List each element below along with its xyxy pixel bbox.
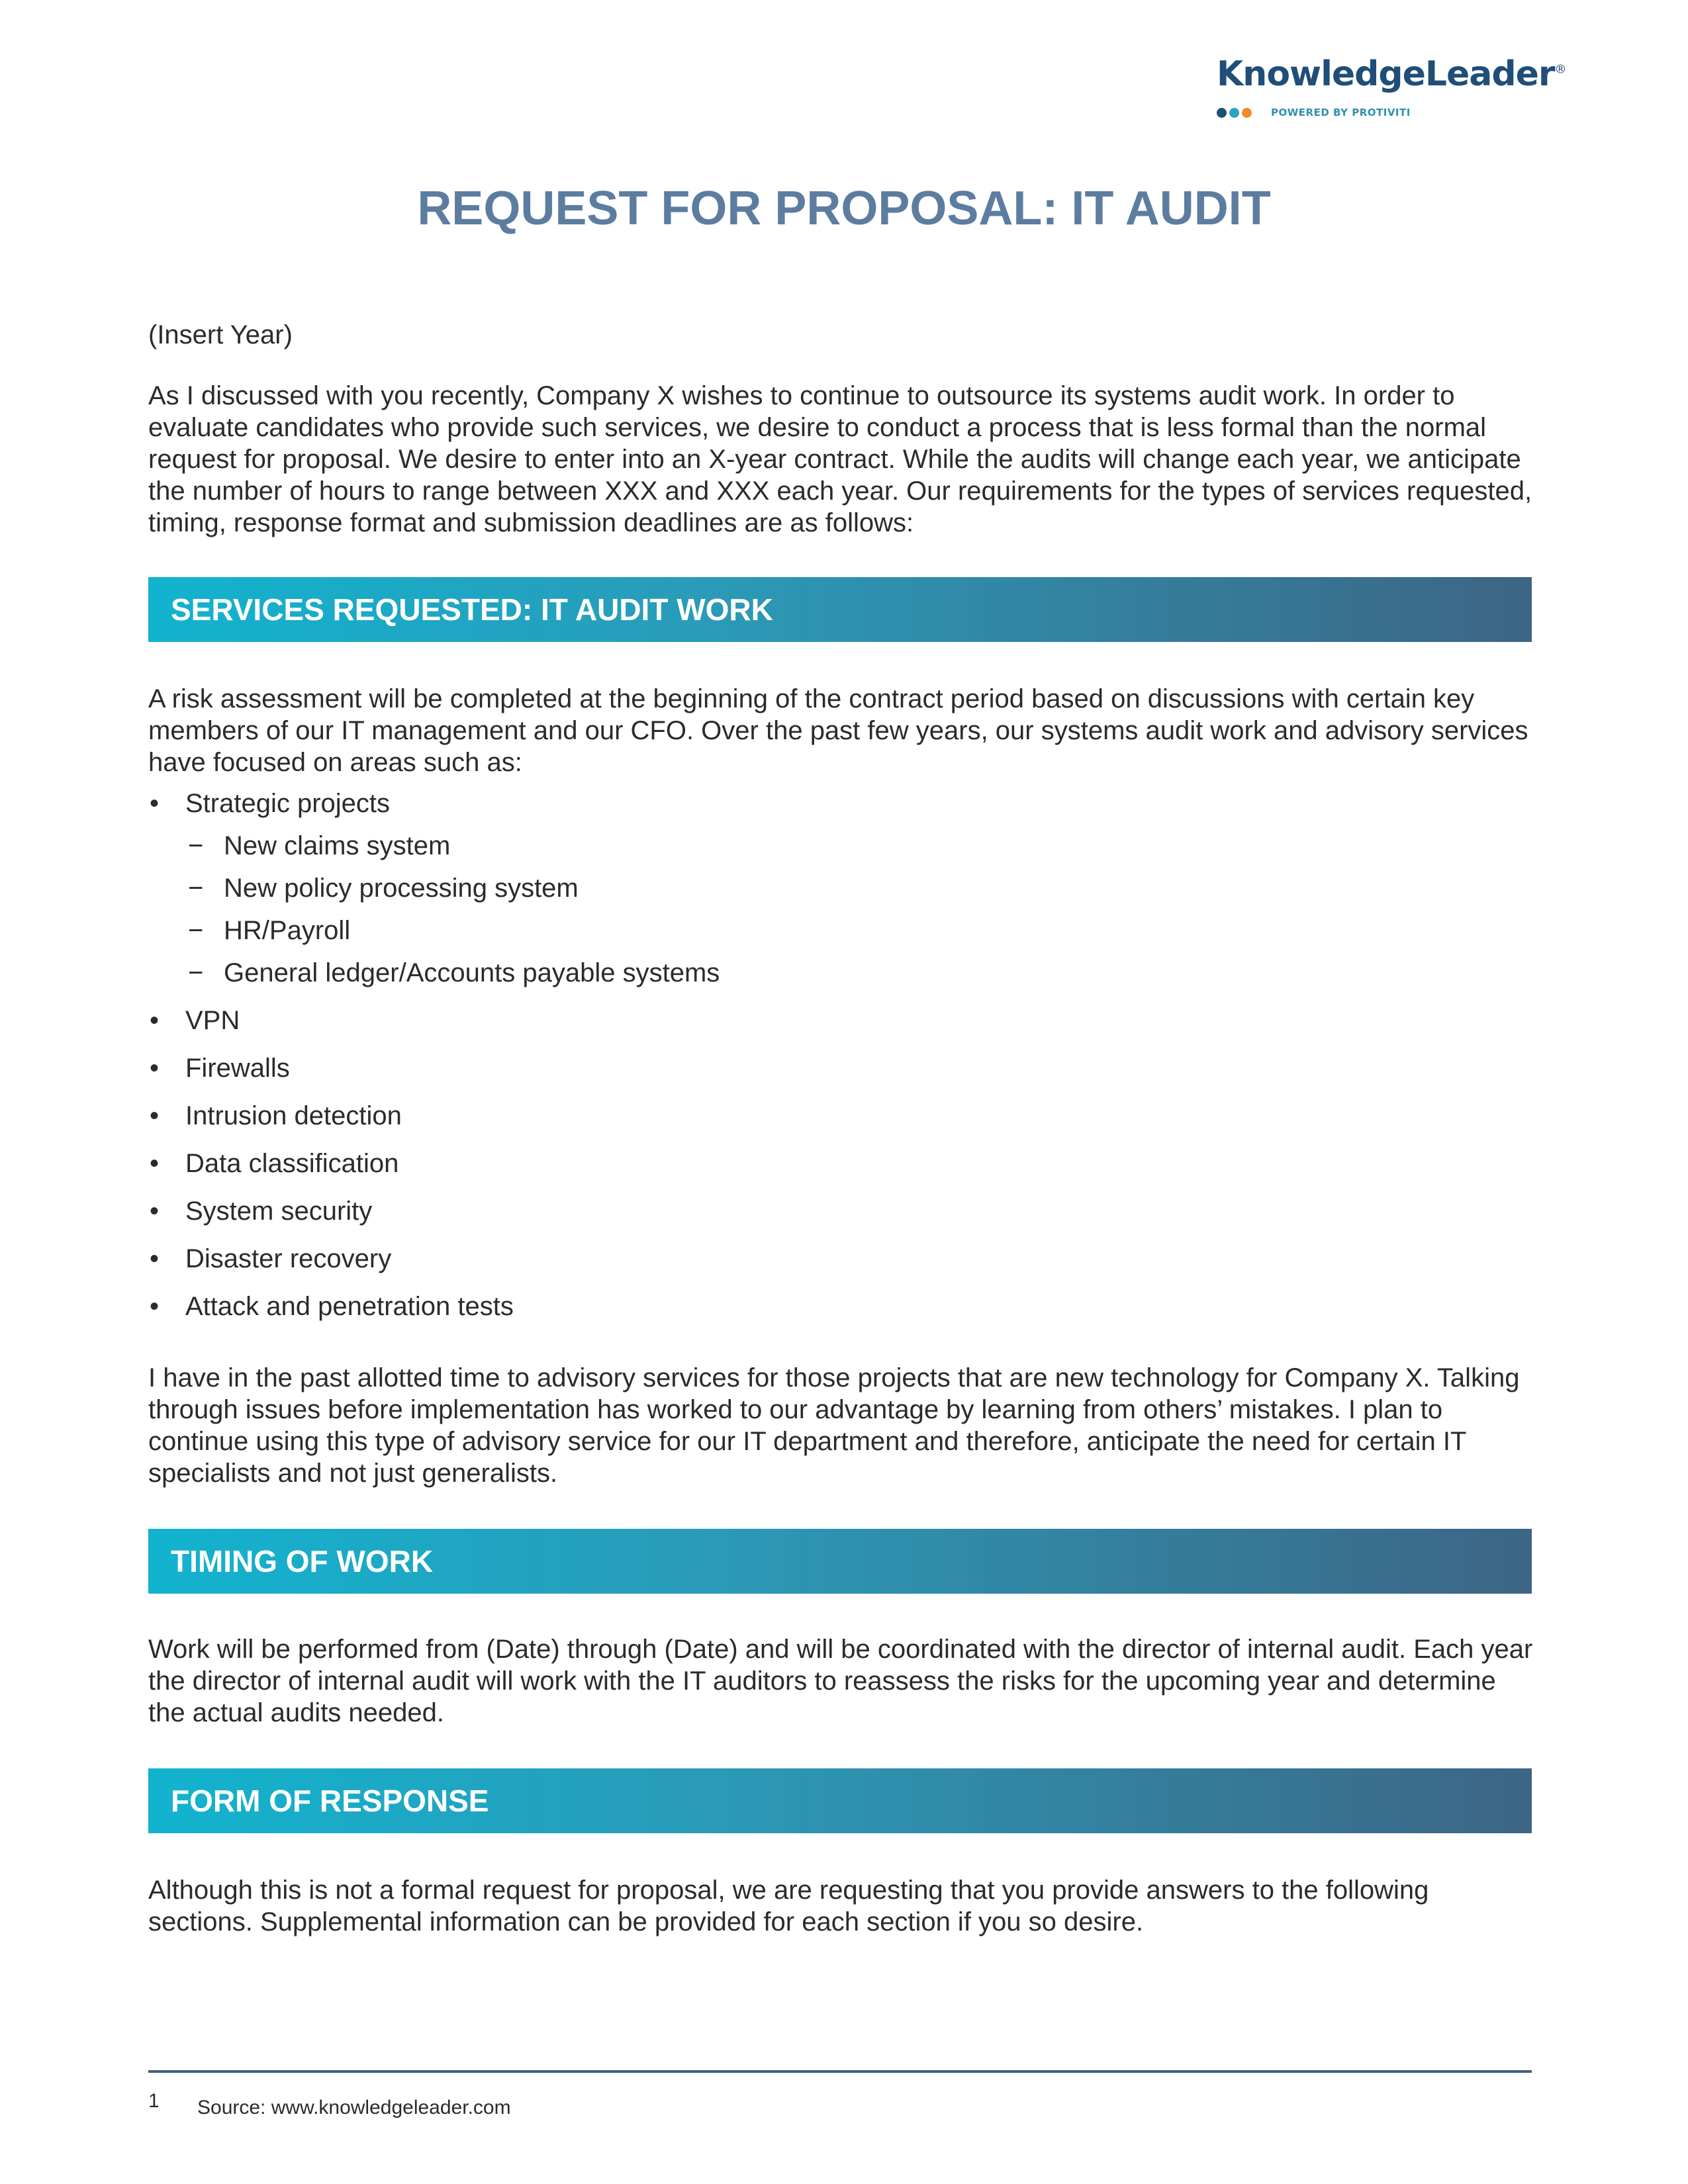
section-heading-services-label: SERVICES REQUESTED: IT AUDIT WORK [171,592,773,627]
logo-dot-teal [1229,108,1239,118]
sub-list-item: − New claims system [188,831,451,860]
logo-dot-orange [1242,108,1252,118]
list-item: • Strategic projects [150,789,391,818]
sub-list-item: − HR/Payroll [188,916,351,945]
footnote-number: 1 [148,2090,160,2112]
list-item: • Disaster recovery [150,1244,392,1273]
section-heading-services [148,577,1532,642]
logo-dots [1217,107,1254,119]
sub-list-item-label: HR/Payroll [224,916,351,945]
footer-source: Source: www.knowledgeleader.com [197,2097,511,2118]
focus-areas-list [148,788,1538,1338]
list-item: • Data classification [150,1149,399,1178]
list-item-label: Disaster recovery [185,1244,392,1273]
intro-paragraph: As I discussed with you recently, Company X wishes to continue to outsource its systems audit work. In order to evaluate candidates who provide such services, we desire to conduct a process that is less formal than the normal request for proposal. We desire to enter into an X-year contract. While the audits will change each year, we anticipate the number of hours to range between XXX and XXX each year. Our requirements for the types of services requested, timing, response format and submission deadlines are as follows: [148,381,1532,537]
section-heading-response [148,1768,1532,1833]
response-paragraph: Although this is not a formal request for proposal, we are requesting that you provide answers to the following sections. Supplemental information can be provided for each section if you so desire. [148,1876,1429,1936]
footer-divider [148,2070,1532,2073]
section-heading-response-label: FORM OF RESPONSE [171,1784,489,1818]
page-title: REQUEST FOR PROPOSAL: IT AUDIT [417,182,1271,235]
list-item: • Attack and penetration tests [150,1292,514,1321]
services-paragraph: A risk assessment will be completed at the beginning of the contract period based on discussions with certain key members of our IT management and our CFO. Over the past few years, our systems audit work and advisory services have focused on areas such as: [148,684,1528,777]
advisory-paragraph: I have in the past allotted time to advisory services for those projects that are new technology for Company X. Talking through issues before implementation has worked to our advantage by learning from others’ mistakes. I plan to continue using this type of advisory service for our IT department and therefore, anticipate the need for certain IT specialists and not just generalists. [148,1363,1520,1488]
knowledgeleader-logo [1217,54,1566,127]
sub-list-item-label: New claims system [224,831,451,860]
list-item-label: System security [185,1197,373,1226]
sub-list-item-label: New policy processing system [224,874,579,903]
logo-name: KnowledgeLeader [1217,54,1555,94]
list-item-label: Attack and penetration tests [185,1292,514,1321]
logo-wordmark [1217,54,1566,94]
sub-list-item-label: General ledger/Accounts payable systems [224,958,720,987]
sub-list-item: − New policy processing system [188,874,579,903]
list-item-label: Data classification [185,1149,399,1178]
list-item-label: Strategic projects [185,789,391,818]
logo-dot-navy [1217,108,1227,118]
list-item: • System security [150,1197,373,1226]
timing-paragraph: Work will be performed from (Date) through (Date) and will be coordinated with the director of internal audit. Each year the director of internal audit will work with the IT auditors to reassess the risks for the upcoming year and determine the actual audits needed. [148,1635,1533,1727]
logo-registered-mark: ® [1554,62,1566,77]
list-item-label: VPN [185,1006,240,1035]
logo-tagline: POWERED BY PROTIVITI [1271,107,1411,118]
list-item: • VPN [150,1006,240,1035]
list-item: • Firewalls [150,1054,290,1083]
list-item-label: Firewalls [185,1054,290,1083]
list-item-label: Intrusion detection [185,1101,402,1130]
sub-list-item: − General ledger/Accounts payable systems [188,958,720,987]
section-heading-timing-label: TIMING OF WORK [171,1544,434,1578]
section-heading-timing [148,1529,1532,1594]
list-item: • Intrusion detection [150,1101,402,1130]
insert-year: (Insert Year) [148,320,293,349]
